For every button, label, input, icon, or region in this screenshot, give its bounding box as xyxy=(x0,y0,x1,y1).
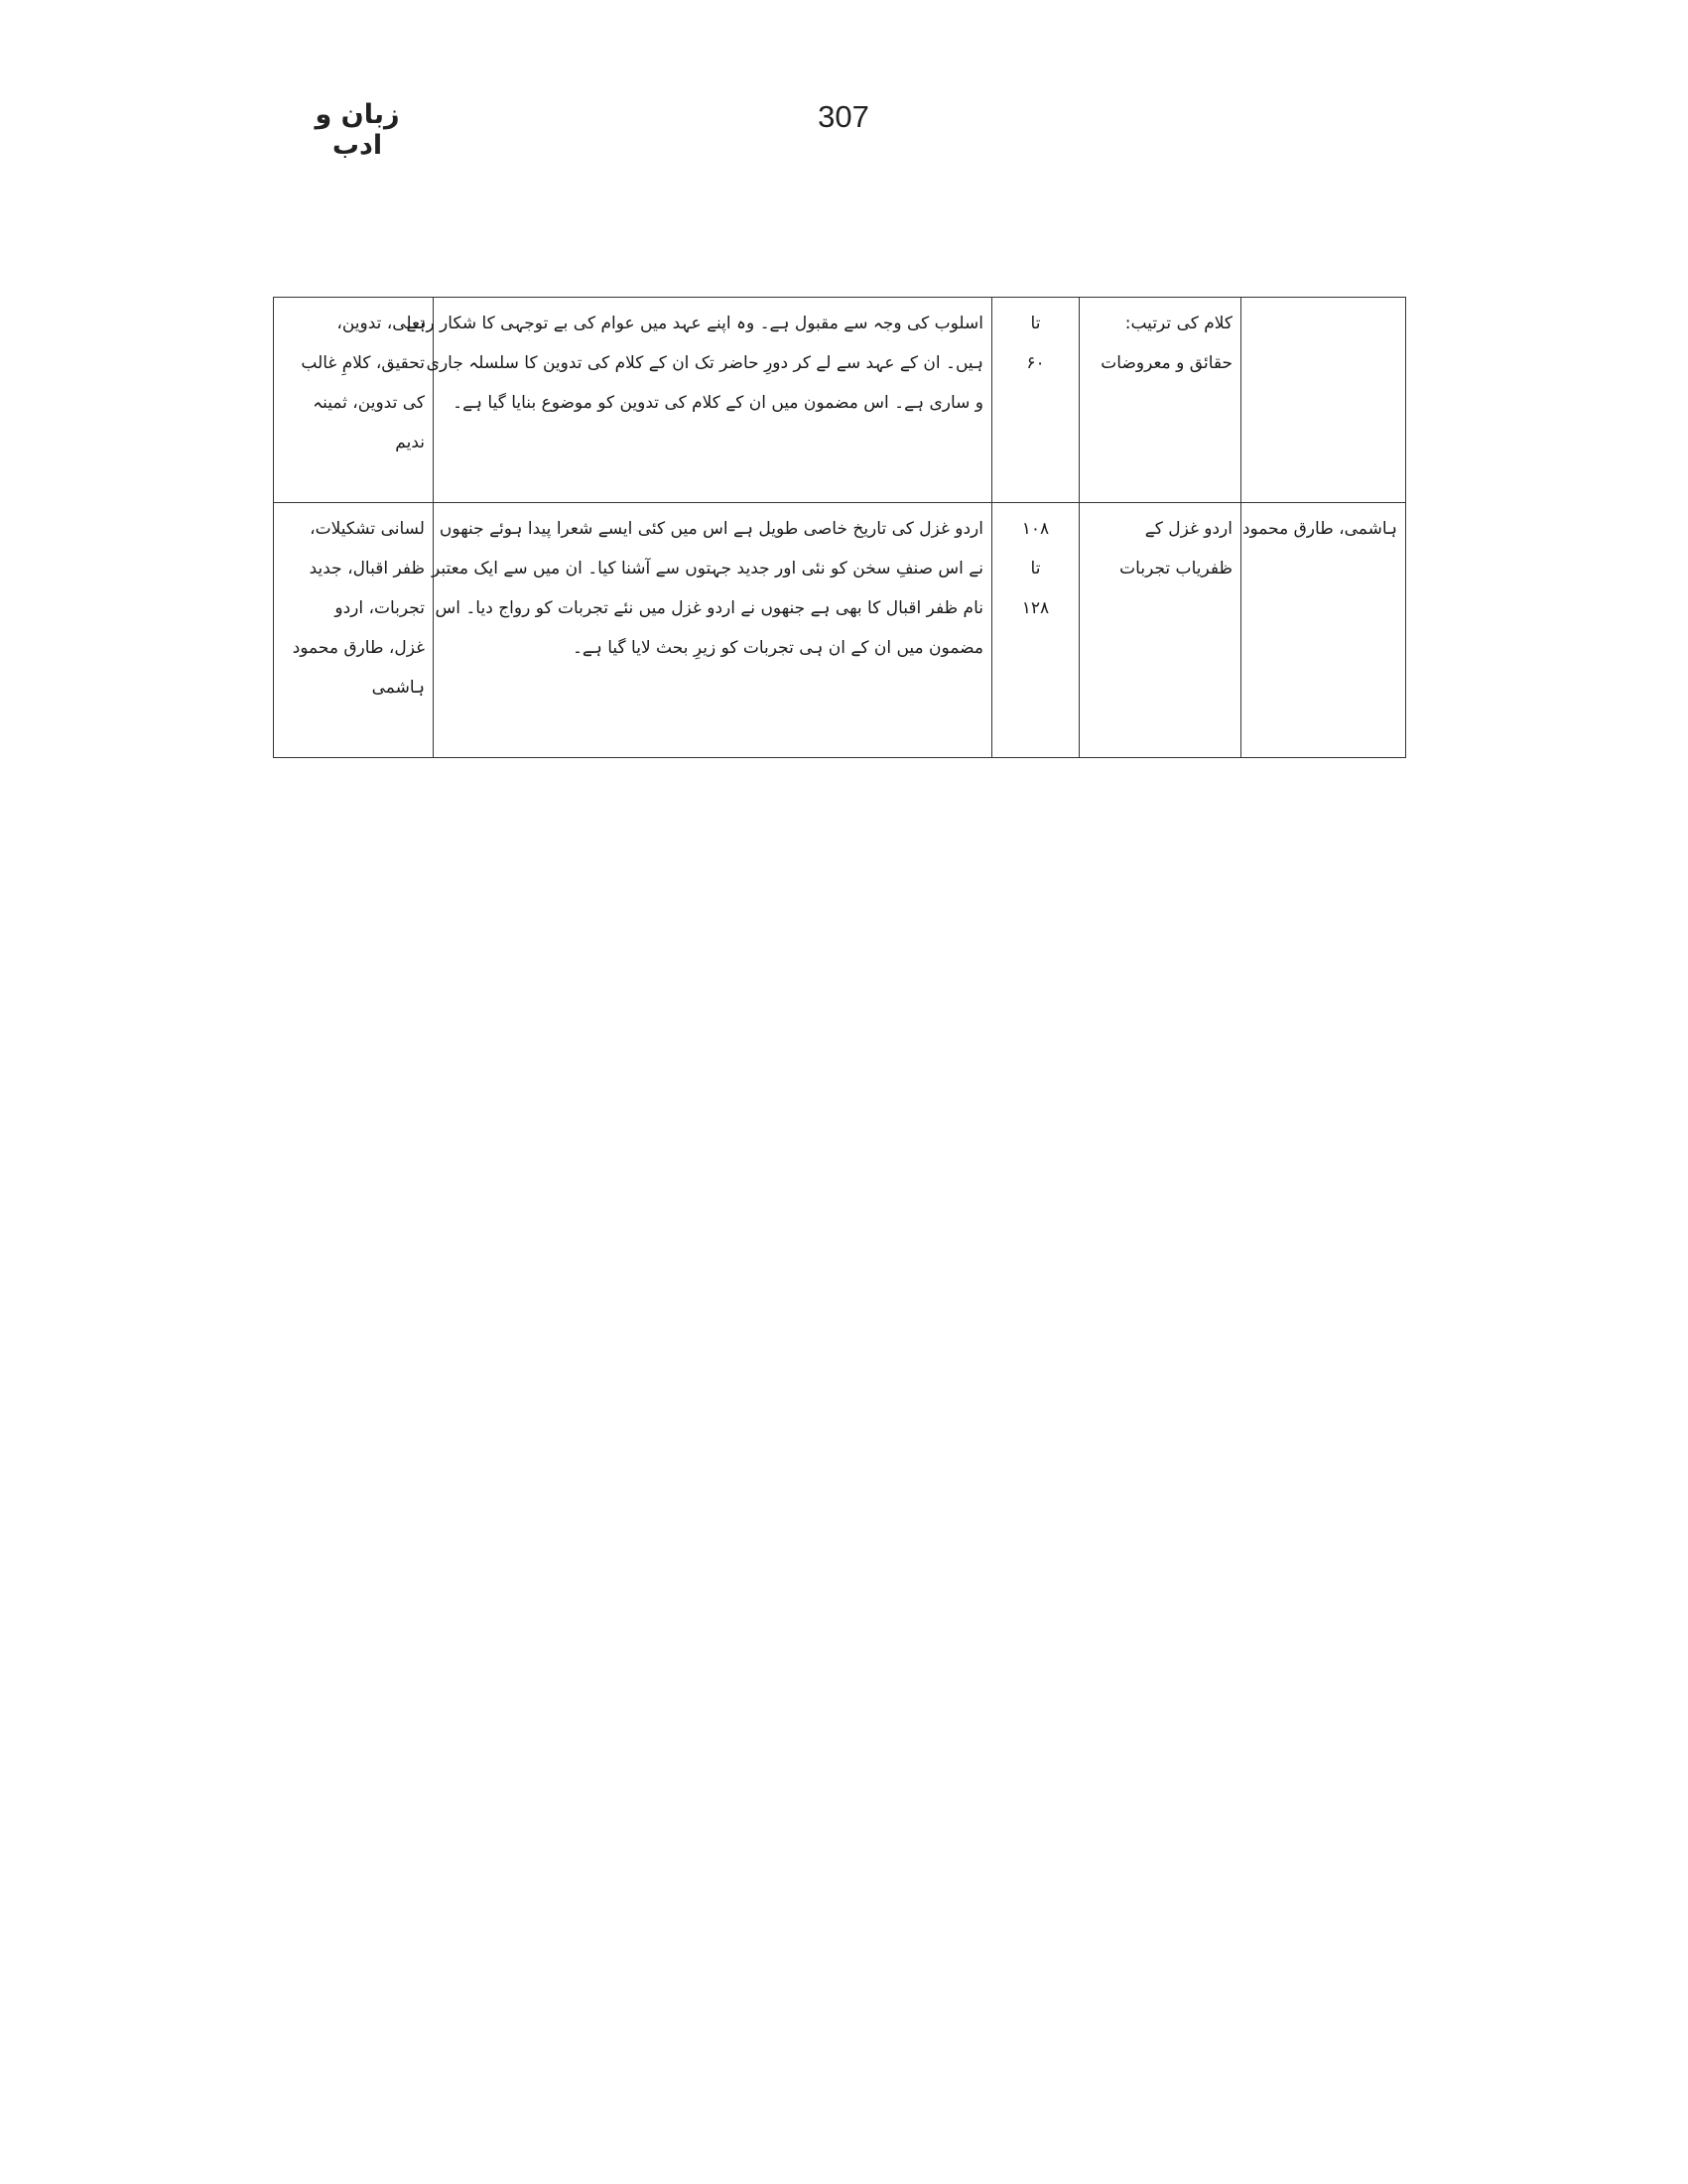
article-title-line: ظفریاب تجربات xyxy=(1119,559,1233,578)
author-name: ہاشمی، طارق محمود xyxy=(1241,519,1397,539)
journal-title: زبان و ادب xyxy=(315,99,400,161)
keywords-line: کی تدوین، ثمینہ xyxy=(313,393,425,413)
abstract-cell xyxy=(431,503,992,758)
keywords-cell xyxy=(274,503,434,758)
keywords-line: لسانی تشکیلات، xyxy=(310,519,425,539)
article-title-cell xyxy=(1080,298,1241,503)
abstract-line: مضمون میں ان کے ان ہی تجربات کو زیرِ بحث لایا گیا ہے۔ xyxy=(572,638,983,658)
page-range-cell xyxy=(992,298,1080,503)
abstract-line: و ساری ہے۔ اس مضمون میں ان کے کلام کی تدوین کو موضوع بنایا گیا ہے۔ xyxy=(453,393,983,413)
keywords-line: تحقیق، کلامِ غالب xyxy=(301,353,425,373)
page-range-line: تا xyxy=(1030,559,1041,578)
keywords-line: تجربات، اردو xyxy=(334,598,425,618)
article-title-cell xyxy=(1080,503,1241,758)
page-range-line: ۱۰۸ xyxy=(1021,519,1050,539)
article-title-line: کلام کی ترتیب: xyxy=(1124,314,1233,333)
page-range-line: ۶۰ xyxy=(1026,353,1045,373)
abstract-line: اردو غزل کی تاریخ خاصی طویل ہے اس میں کئی ایسے شعرا پیدا ہوئے جنھوں xyxy=(439,519,983,539)
keywords-cell xyxy=(274,298,434,503)
page-range-line: ۱۲۸ xyxy=(1021,598,1050,618)
author-cell xyxy=(1241,503,1406,758)
table-row xyxy=(274,298,1406,503)
page-range-cell xyxy=(992,503,1080,758)
author-cell xyxy=(1241,298,1406,503)
keywords-line: تعلی، تدوین، xyxy=(336,314,425,333)
keywords-line: ہاشمی xyxy=(371,678,425,698)
page-range-line: تا xyxy=(1030,314,1041,333)
table-row xyxy=(274,503,1406,758)
keywords-line: غزل، طارق محمود xyxy=(292,638,425,658)
keywords-line: ظفر اقبال، جدید xyxy=(309,559,425,578)
abstract-line: نے اس صنفِ سخن کو نئی اور جدید جہتوں سے آشنا کیا۔ ان میں سے ایک معتبر xyxy=(431,559,983,578)
keywords-line: ندیم xyxy=(395,433,425,452)
abstract-line: نام ظفر اقبال کا بھی ہے جنھوں نے اردو غزل میں نئے تجربات کو رواج دیا۔ اس xyxy=(435,598,983,618)
abstract-line: ہیں۔ ان کے عہد سے لے کر دورِ حاضر تک ان کے کلام کی تدوین کا سلسلہ جاری xyxy=(426,353,983,373)
abstract-line: اسلوب کی وجہ سے مقبول ہے۔ وہ اپنے عہد میں عوام کی بے توجہی کا شکار رہے xyxy=(406,314,983,333)
index-table xyxy=(273,297,1406,758)
article-title-line: اردو غزل کے xyxy=(1144,519,1233,539)
page-number: 307 xyxy=(818,99,869,134)
article-title-line: حقائق و معروضات xyxy=(1101,353,1233,373)
